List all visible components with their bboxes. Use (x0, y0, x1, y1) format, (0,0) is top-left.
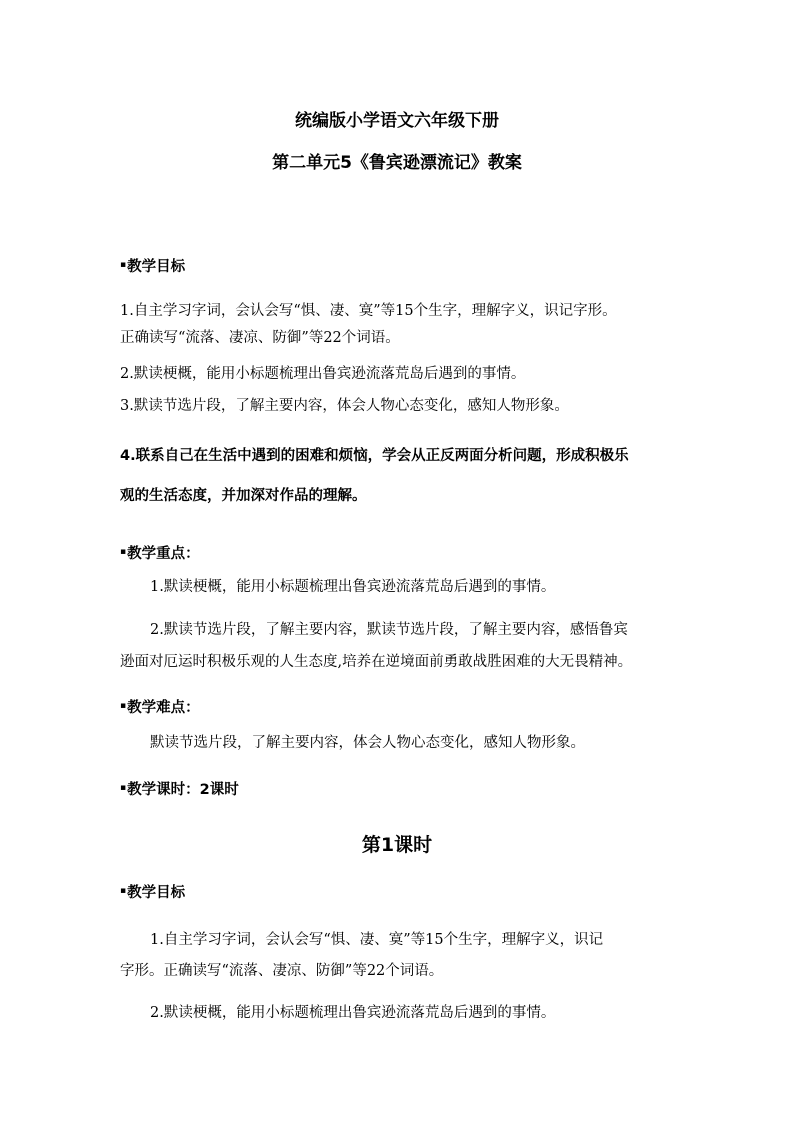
key-item-2: 2.默读节选片段，了解主要内容，默读节选片段，了解主要内容，感悟鲁宾 (150, 622, 628, 638)
document-subtitle: 第二单元5《鲁宾逊漂流记》教案 (272, 153, 522, 173)
bullet-icon: ▪ (120, 783, 127, 793)
goal-item-4-cont: 观的生活态度，并加深对作品的理解。 (120, 488, 367, 504)
goal-item-2: 2.默读梗概，能用小标题梳理出鲁宾逊流落荒岛后遇到的事情。 (120, 366, 526, 382)
key-item-2-cont: 逊面对厄运时积极乐观的人生态度,培养在逆境面前勇敢战胜困难的大无畏精神。 (120, 654, 633, 670)
goal-item-1-cont: 正确读写“流落、凄凉、防御”等22个词语。 (120, 330, 400, 346)
bullet-icon: ▪ (120, 886, 127, 896)
goal-item-3: 3.默读节选片段，了解主要内容，体会人物心态变化，感知人物形象。 (120, 398, 569, 414)
bullet-icon: ▪ (120, 701, 127, 711)
goal-item-4: 4.联系自己在生活中遇到的困难和烦恼，学会从正反两面分析问题，形成积极乐 (120, 448, 629, 464)
lesson-goal-item-1: 1.自主学习字词，会认会写“惧、凄、寞”等15个生字，理解字义，识记 (150, 932, 604, 948)
lesson-goals-heading: ▪教学目标 (120, 885, 186, 901)
document-title: 统编版小学语文六年级下册 (295, 111, 499, 131)
lesson-title: 第1课时 (361, 834, 433, 856)
bullet-icon: ▪ (120, 547, 127, 557)
key-item-1: 1.默读梗概，能用小标题梳理出鲁宾逊流落荒岛后遇到的事情。 (150, 579, 556, 595)
difficult-item-1: 默读节选片段，了解主要内容，体会人物心态变化，感知人物形象。 (150, 735, 585, 751)
section-heading-key: ▪教学重点： (120, 546, 200, 562)
lesson-goal-item-2: 2.默读梗概，能用小标题梳理出鲁宾逊流落荒岛后遇到的事情。 (150, 1005, 556, 1021)
section-heading-difficult: ▪教学难点： (120, 700, 200, 716)
goal-item-1: 1.自主学习字词，会认会写“惧、凄、寞”等15个生字，理解字义，识记字形。 (120, 303, 617, 319)
section-heading-hours: ▪教学课时：2课时 (120, 782, 239, 798)
bullet-icon: ▪ (120, 260, 127, 270)
lesson-goal-item-1-cont: 字形。正确读写“流落、凄凉、防御”等22个词语。 (120, 963, 444, 979)
section-heading-goals: ▪教学目标 (120, 259, 186, 275)
